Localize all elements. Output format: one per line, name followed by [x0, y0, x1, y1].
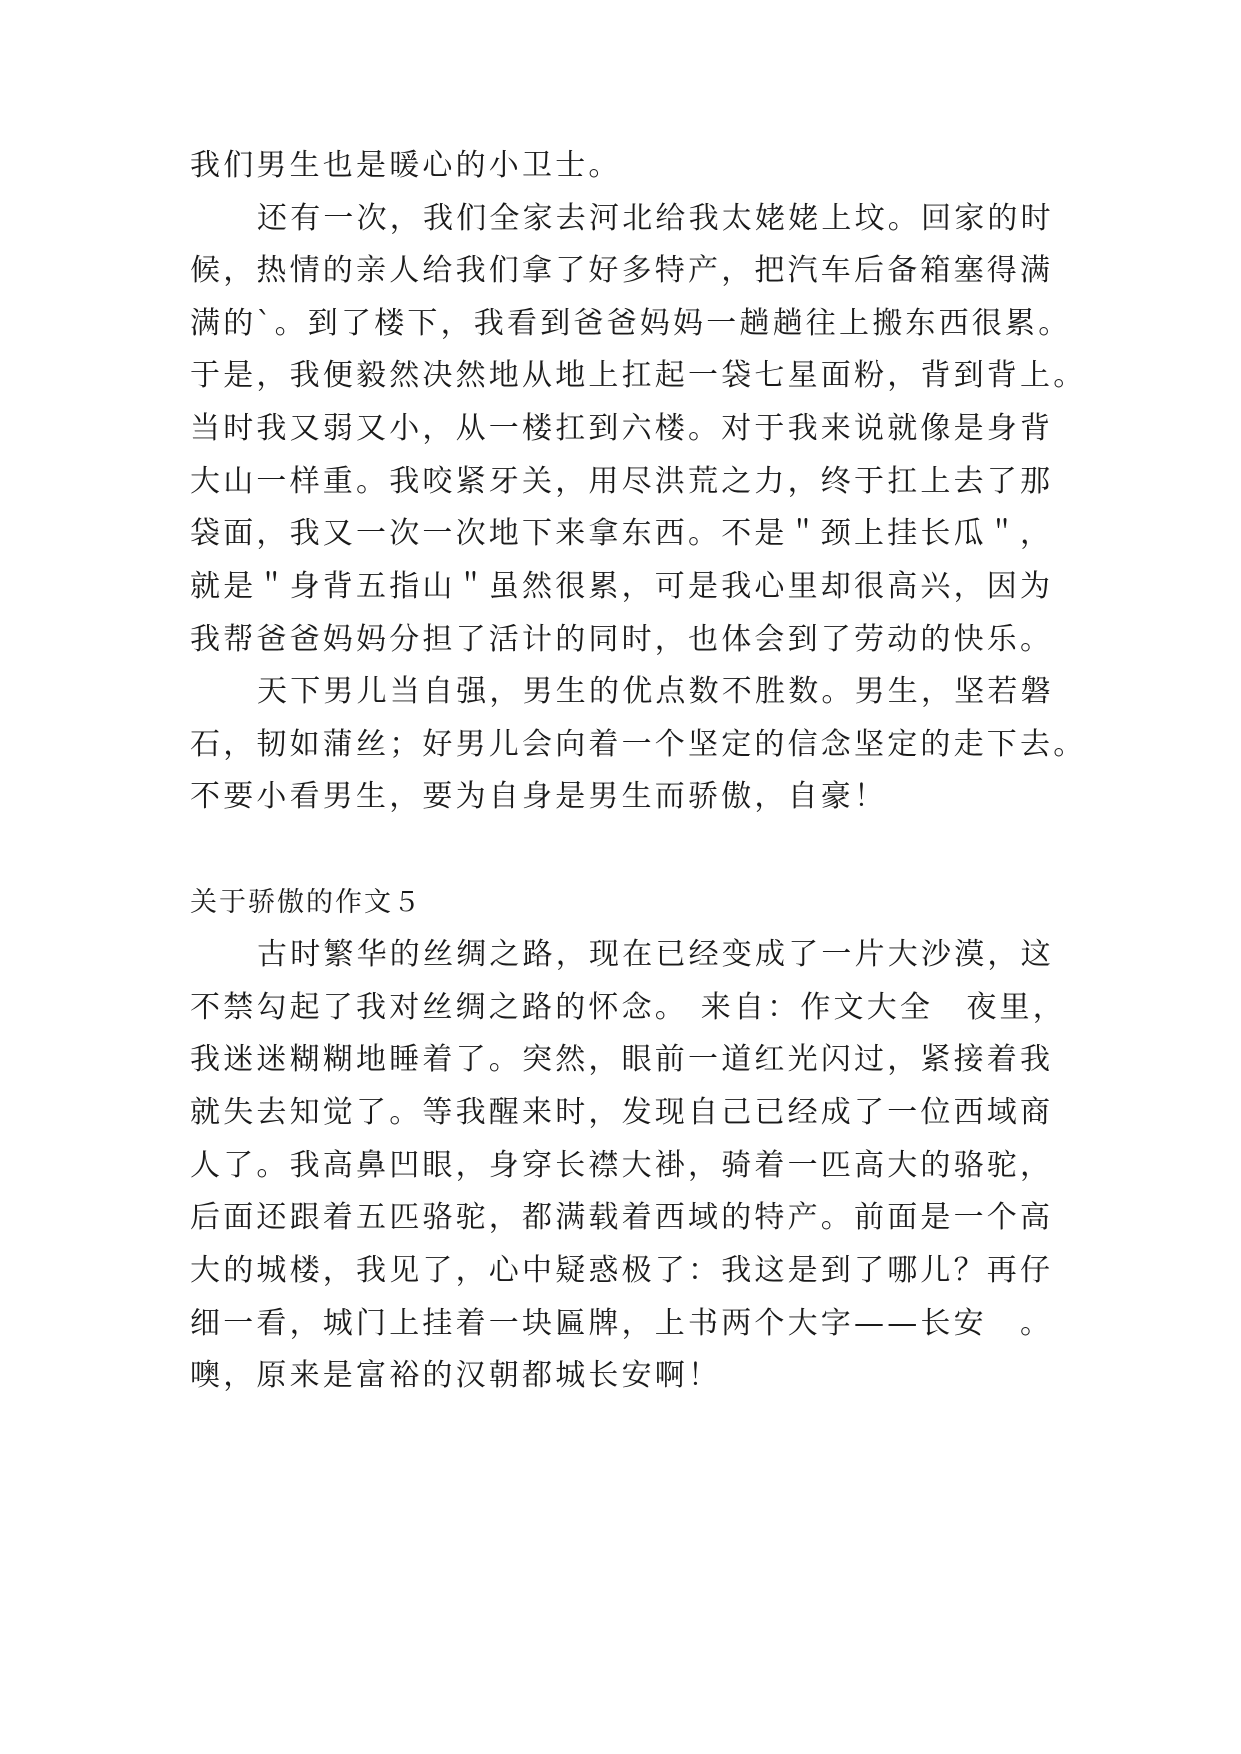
paragraph-line: 不要小看男生，要为自身是男生而骄傲，自豪！ [190, 779, 888, 814]
paragraph-line: 袋面，我又一次一次地下来拿东西。不是＂颈上挂长瓜＂， [190, 516, 1054, 551]
paragraph-line: 大山一样重。我咬紧牙关，用尽洪荒之力，终于扛上去了那 [190, 464, 1054, 499]
paragraph-line: 后面还跟着五匹骆驼，都满载着西域的特产。前面是一个高 [190, 1200, 1054, 1235]
paragraph-line: 我帮爸爸妈妈分担了活计的同时，也体会到了劳动的快乐。 [190, 622, 1054, 657]
paragraph-line: 满的`。到了楼下，我看到爸爸妈妈一趟趟往上搬东西很累。 [190, 306, 1072, 341]
paragraph-line: 还有一次，我们全家去河北给我太姥姥上坟。回家的时 [257, 201, 1054, 236]
paragraph-line: 当时我又弱又小，从一楼扛到六楼。对于我来说就像是身背 [190, 411, 1054, 446]
paragraph-line: 细一看，城门上挂着一块匾牌，上书两个大字——长安 。 [190, 1306, 1054, 1341]
paragraph-line: 古时繁华的丝绸之路，现在已经变成了一片大沙漠，这 [257, 937, 1054, 972]
paragraph-line: 不禁勾起了我对丝绸之路的怀念。 来自：作文大全 夜里， [190, 990, 1066, 1025]
paragraph-line: 人了。我高鼻凹眼，身穿长襟大褂，骑着一匹高大的骆驼， [190, 1148, 1054, 1183]
paragraph-line: 天下男儿当自强，男生的优点数不胜数。男生，坚若磐 [257, 674, 1054, 709]
paragraph-line: 石，韧如蒲丝；好男儿会向着一个坚定的信念坚定的走下去。 [190, 727, 1087, 762]
paragraph-line: 噢，原来是富裕的汉朝都城长安啊！ [190, 1358, 722, 1393]
paragraph-line: 我们男生也是暖心的小卫士。 [190, 148, 622, 183]
paragraph-line: 于是，我便毅然决然地从地上扛起一袋七星面粉，背到背上。 [190, 358, 1087, 393]
paragraph-line: 就失去知觉了。等我醒来时，发现自己已经成了一位西域商 [190, 1095, 1054, 1130]
paragraph-line: 就是＂身背五指山＂虽然很累，可是我心里却很高兴，因为 [190, 569, 1054, 604]
section-heading: 关于骄傲的作文５ [190, 887, 422, 918]
paragraph-line: 候，热情的亲人给我们拿了好多特产，把汽车后备箱塞得满 [190, 253, 1054, 288]
paragraph-line: 我迷迷糊糊地睡着了。突然，眼前一道红光闪过，紧接着我 [190, 1042, 1054, 1077]
paragraph-line: 大的城楼，我见了，心中疑惑极了：我这是到了哪儿？再仔 [190, 1253, 1054, 1288]
